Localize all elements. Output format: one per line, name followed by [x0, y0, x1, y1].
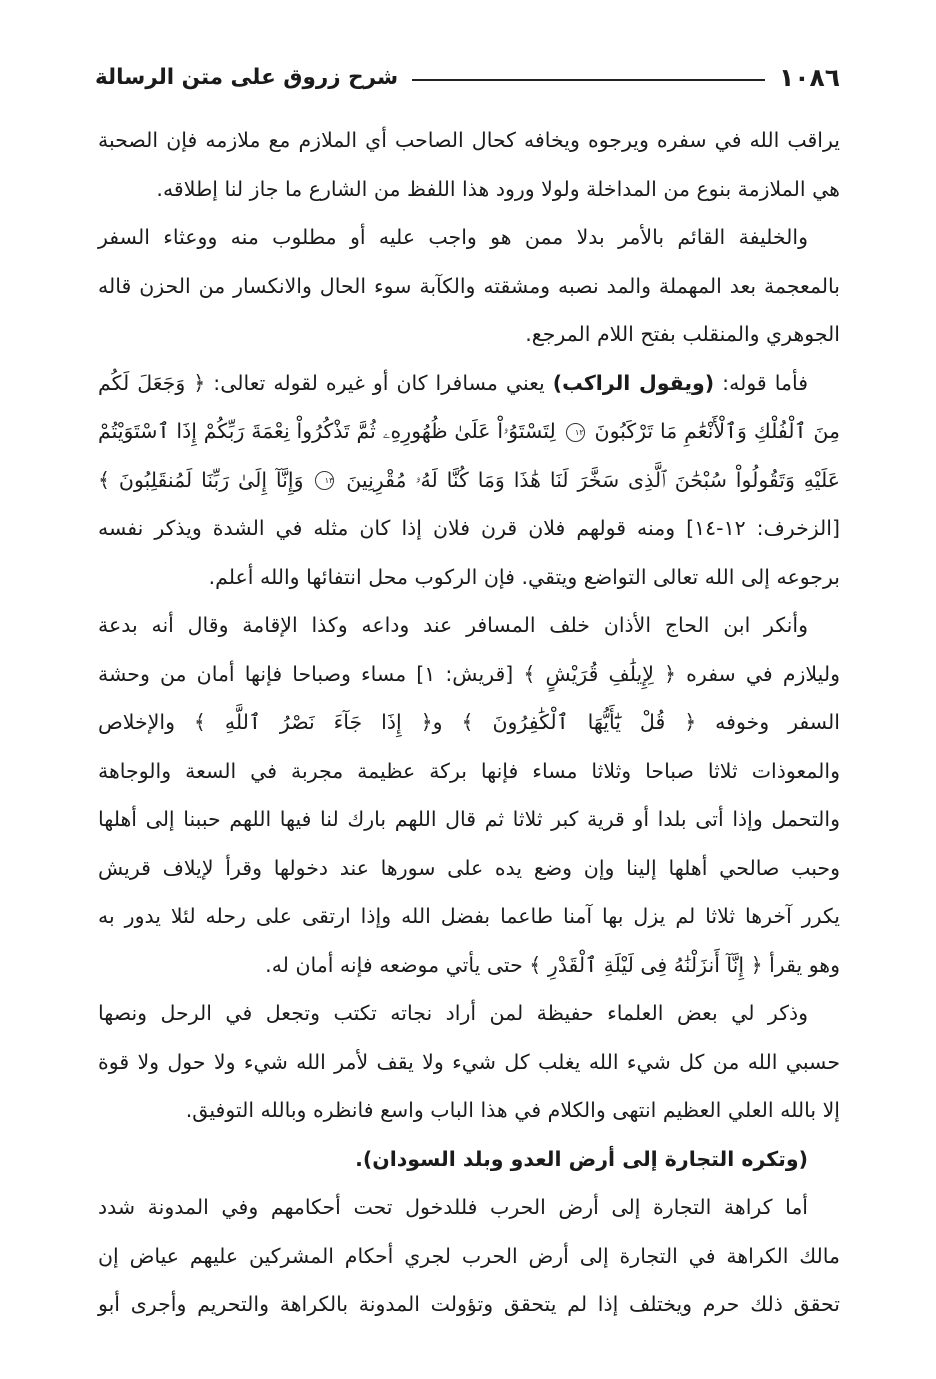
paragraph	[98, 1183, 840, 1329]
matn-heading: (وتكره التجارة إلى أرض العدو وبلد السودان).	[355, 1146, 808, 1171]
quran-line	[98, 456, 840, 505]
text-line: وذكر لي بعض العلماء حفيظة لمن أراد نجاته تكتب وتجعل في الرحل ونصها	[98, 1001, 808, 1025]
text-line: برجوعه إلى الله تعالى التواضع ويتقي. فإن الركوب محل انتفائها والله أعلم.	[208, 564, 840, 589]
quran-text: مِنَ ٱلْفُلْكِ وَٱلْأَنْعَٰمِ مَا تَرْكَبُونَ	[594, 419, 840, 443]
quran-text: وَإِنَّآ إِلَىٰ رَبِّنَا لَمُنقَلِبُونَ ﴾	[98, 467, 304, 492]
text-line: والخليفة القائم بالأمر بدلا ممن هو واجب عليه أو مطلوب منه ووعثاء السفر	[98, 225, 808, 249]
text-line	[98, 359, 840, 408]
text-line: وهو يقرأ ﴿ إِنَّآ أَنزَلْنَٰهُ فِى لَيْلَةِ ٱلْقَدْرِ ﴾ حتى يأتي موضعه فإنه أمان له.	[265, 952, 840, 977]
quoted-matn: (ويقول الراكب)	[552, 370, 715, 395]
ayah-marker: ١٢	[566, 423, 585, 442]
body-text	[98, 116, 840, 1329]
quran-line	[98, 407, 840, 456]
line-text: يعني مسافرا كان أو غيره لقوله تعالى: ﴿ وَجَعَلَ لَكُم	[98, 370, 553, 395]
line-text: فأما قوله:	[714, 370, 809, 395]
text-line: السفر وخوفه ﴿ قُلْ يَٰٓأَيُّهَا ٱلْكَٰفِرُونَ ﴾ و﴿ إِذَا جَآءَ نَصْرُ ٱللَّهِ ﴾ والإخلاص	[98, 710, 840, 734]
text-line: والمعوذات ثلاثا صباحا وثلاثا مساء فإنها بركة عظيمة مجربة في السعة والوجاهة	[98, 758, 840, 783]
quran-text: عَلَيْهِ وَتَقُولُواْ سُبْحَٰنَ ٱلَّذِى سَخَّرَ لَنَا هَٰذَا وَمَا كُنَّا لَهُۥ مُقْرِنِينَ	[346, 467, 840, 492]
text-line: وليلازم في سفره ﴿ لِإِيلَٰفِ قُرَيْشٍ ﴾ [قريش: ١] مساء وصباحا فإنها أمان من وحشة	[98, 661, 840, 686]
paragraph	[98, 213, 840, 359]
paragraph	[98, 601, 840, 989]
text-line: يكرر آخرها ثلاثا لم يزل بها آمنا طاعما بفضل الله وإذا ارتقى على رحله لئلا يدور به	[98, 904, 840, 928]
paragraph	[98, 989, 840, 1135]
text-line: الجوهري والمنقلب بفتح اللام المرجع.	[525, 322, 840, 346]
paragraph	[98, 359, 840, 602]
paragraph	[98, 116, 840, 213]
text-line: [الزخرف: ١٢-١٤] ومنه قولهم فلان قرن فلان إذا كان مثله في الشدة ويذكر نفسه	[98, 516, 840, 540]
ayah-marker: ١٣	[315, 471, 334, 490]
text-line: حسبي الله من كل شيء الله يغلب كل شيء ولا يقف لأمر الله شيء ولا حول ولا قوة	[98, 1049, 840, 1074]
page-number: ١٠٨٦	[778, 63, 840, 92]
running-title: شرح زروق على متن الرسالة	[95, 65, 399, 90]
text-line: أما كراهة التجارة إلى أرض الحرب فللدخول تحت أحكامهم وفي المدونة شدد	[98, 1195, 808, 1219]
text-line: هي الملازمة بنوع من المداخلة ولولا ورود هذا اللفظ من الشارع ما جاز لنا إطلاقه.	[156, 176, 840, 201]
header-rule	[412, 79, 765, 81]
text-line: وحبب صالحي أهلها إلينا وإن وضع يده على سورها عند دخولها وقرأ لإيلاف قريش	[98, 855, 840, 880]
text-line: يراقب الله في سفره ويرجوه ويخافه كحال الصاحب أي الملازم مع ملازمه فإن الصحبة	[98, 128, 840, 152]
text-line: بالمعجمة بعد المهملة والمد نصبه ومشقته والكآبة سوء الحال والانكسار من الحزن قاله	[98, 273, 840, 298]
quran-text: لِتَسْتَوُۥاْ عَلَىٰ ظُهُورِهِۦ ثُمَّ تَذْكُرُواْ نِعْمَةَ رَبِّكُمْ إِذَا ٱسْتَوَيْتُمْ	[98, 419, 556, 443]
text-line: مالك الكراهة في التجارة إلى أرض الحرب لجري أحكام المشركين عليهم عياض إن	[98, 1243, 840, 1268]
text-line: والتحمل وإذا أتى بلدا أو قرية كبر ثلاثا ثم قال اللهم بارك لنا فيها اللهم حببنا إلى أهلها	[98, 807, 840, 831]
text-line: وأنكر ابن الحاج الأذان خلف المسافر عند وداعه وكذا الإقامة وقال أنه بدعة	[98, 613, 808, 637]
text-line: إلا بالله العلي العظيم انتهى والكلام في هذا الباب واسع فانظره وبالله التوفيق.	[185, 1098, 840, 1122]
text-line: تحقق ذلك حرم ويختلف إذا لم يتحقق وتؤولت المدونة بالكراهة والتحريم وأجرى أبو	[98, 1292, 840, 1316]
